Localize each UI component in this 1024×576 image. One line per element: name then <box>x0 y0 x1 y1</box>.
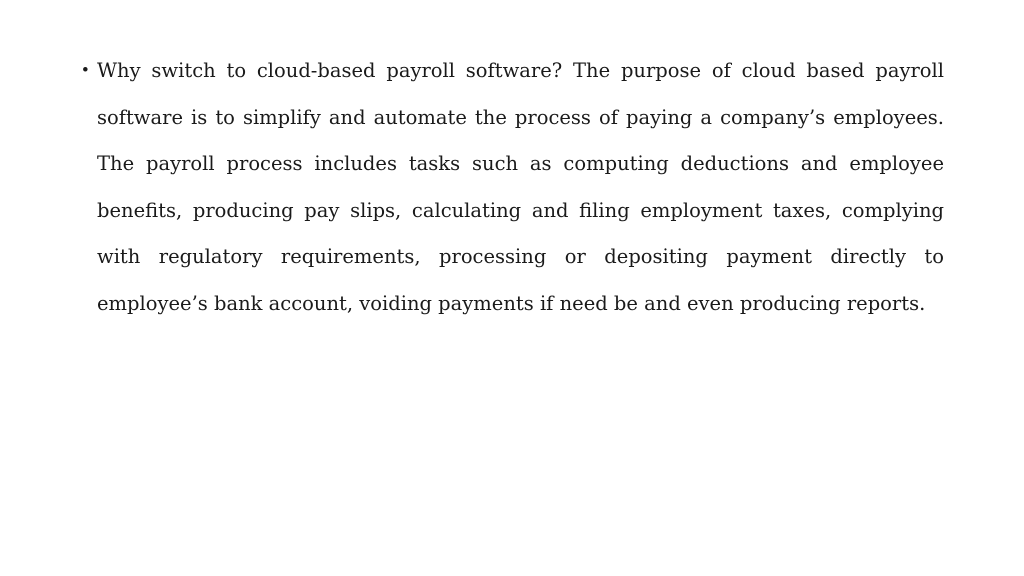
slide-body <box>82 48 944 327</box>
bullet-item <box>82 48 944 327</box>
bullet-text: Why switch to cloud-based payroll software? The purpose of cloud based payroll software is to simplify and automate the process of paying a company’s employees. The payroll process includes tasks such as computing deductions and employee benefits, producing pay slips, calculating and filing employment taxes, complying with regulatory requirements, processing or depositing payment directly to employee’s bank account, voiding payments if need be and even producing reports. <box>97 59 944 315</box>
bullet-icon: • <box>82 60 89 81</box>
